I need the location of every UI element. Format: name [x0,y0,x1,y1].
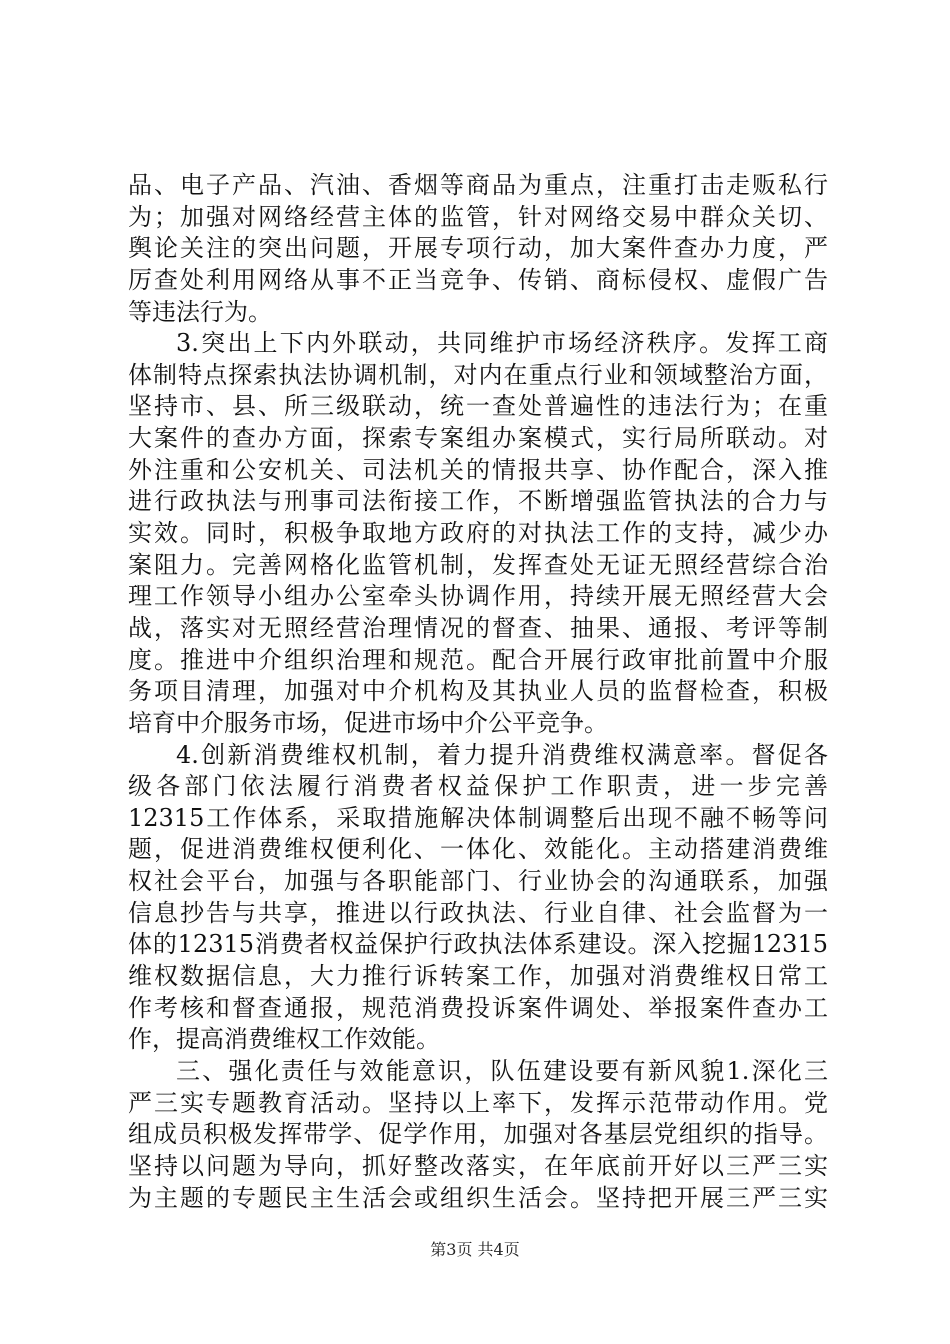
text-line: 大案件的查办方面，探索专案组办案模式，实行局所联动。对 [128,424,828,453]
text-line: 为主题的专题民主生活会或组织生活会。坚持把开展三严三实 [128,1183,828,1212]
text-line: 舆论关注的突出问题，开展专项行动，加大案件查办力度，严 [128,234,828,263]
text-line: 作考核和督查通报，规范消费投诉案件调处、举报案件查办工 [128,993,828,1022]
text-line: 坚持以问题为导向，抓好整改落实，在年底前开好以三严三实 [128,1151,828,1180]
text-line: 进行政执法与刑事司法衔接工作，不断增强监管执法的合力与 [128,487,828,516]
text-line: 战，落实对无照经营治理情况的督查、抽果、通报、考评等制 [128,613,828,642]
text-line: 权社会平台，加强与各职能部门、行业协会的沟通联系，加强 [128,867,828,896]
text-line: 严三实专题教育活动。坚持以上率下，发挥示范带动作用。党 [128,1088,828,1117]
text-line: 组成员积极发挥带学、促学作用，加强对各基层党组织的指导。 [128,1120,828,1149]
text-line: 题，促进消费维权便利化、一体化、效能化。主动搭建消费维 [128,835,828,864]
text-line: 三、强化责任与效能意识，队伍建设要有新风貌1.深化三 [176,1056,828,1085]
text-line: 体制特点探索执法协调机制，对内在重点行业和领域整治方面， [128,360,828,389]
text-line: 厉查处利用网络从事不正当竞争、传销、商标侵权、虚假广告 [128,265,828,294]
text-line: 理工作领导小组办公室牵头协调作用，持续开展无照经营大会 [128,582,828,611]
text-line: 度。推进中介组织治理和规范。配合开展行政审批前置中介服 [128,645,828,674]
text-line: 案阻力。完善网格化监管机制，发挥查处无证无照经营综合治 [128,550,828,579]
text-line: 12315工作体系，采取措施解决体制调整后出现不融不畅等问 [128,803,828,832]
text-line: 品、电子产品、汽油、香烟等商品为重点，注重打击走贩私行 [128,171,828,199]
text-line: 为；加强对网络经营主体的监管，针对网络交易中群众关切、 [128,202,828,231]
text-line: 外注重和公安机关、司法机关的情报共享、协作配合，深入推 [128,455,828,484]
text-line: 培育中介服务市场，促进市场中介公平竞争。 [128,708,608,737]
text-line: 务项目清理，加强对中介机构及其执业人员的监督检查，积极 [128,677,828,706]
text-line: 等违法行为。 [128,297,272,326]
text-line: 体的12315消费者权益保护行政执法体系建设。深入挖掘12315 [128,930,828,959]
text-line: 坚持市、县、所三级联动，统一查处普遍性的违法行为；在重 [128,392,828,421]
text-line: 作，提高消费维权工作效能。 [128,1025,440,1054]
text-line: 4.创新消费维权机制，着力提升消费维权满意率。督促各 [176,740,828,769]
page-footer: 第3页 共4页 [430,1240,520,1259]
document-body [128,170,828,1214]
text-line: 3.突出上下内外联动，共同维护市场经济秩序。发挥工商 [176,329,828,358]
text-line: 信息抄告与共享，推进以行政执法、行业自律、社会监督为一 [128,898,828,927]
text-line: 实效。同时，积极争取地方政府的对执法工作的支持，减少办 [128,519,828,548]
text-line: 维权数据信息，大力推行诉转案工作，加强对消费维权日常工 [128,962,828,991]
text-line: 级各部门依法履行消费者权益保护工作职责，进一步完善 [128,772,828,801]
